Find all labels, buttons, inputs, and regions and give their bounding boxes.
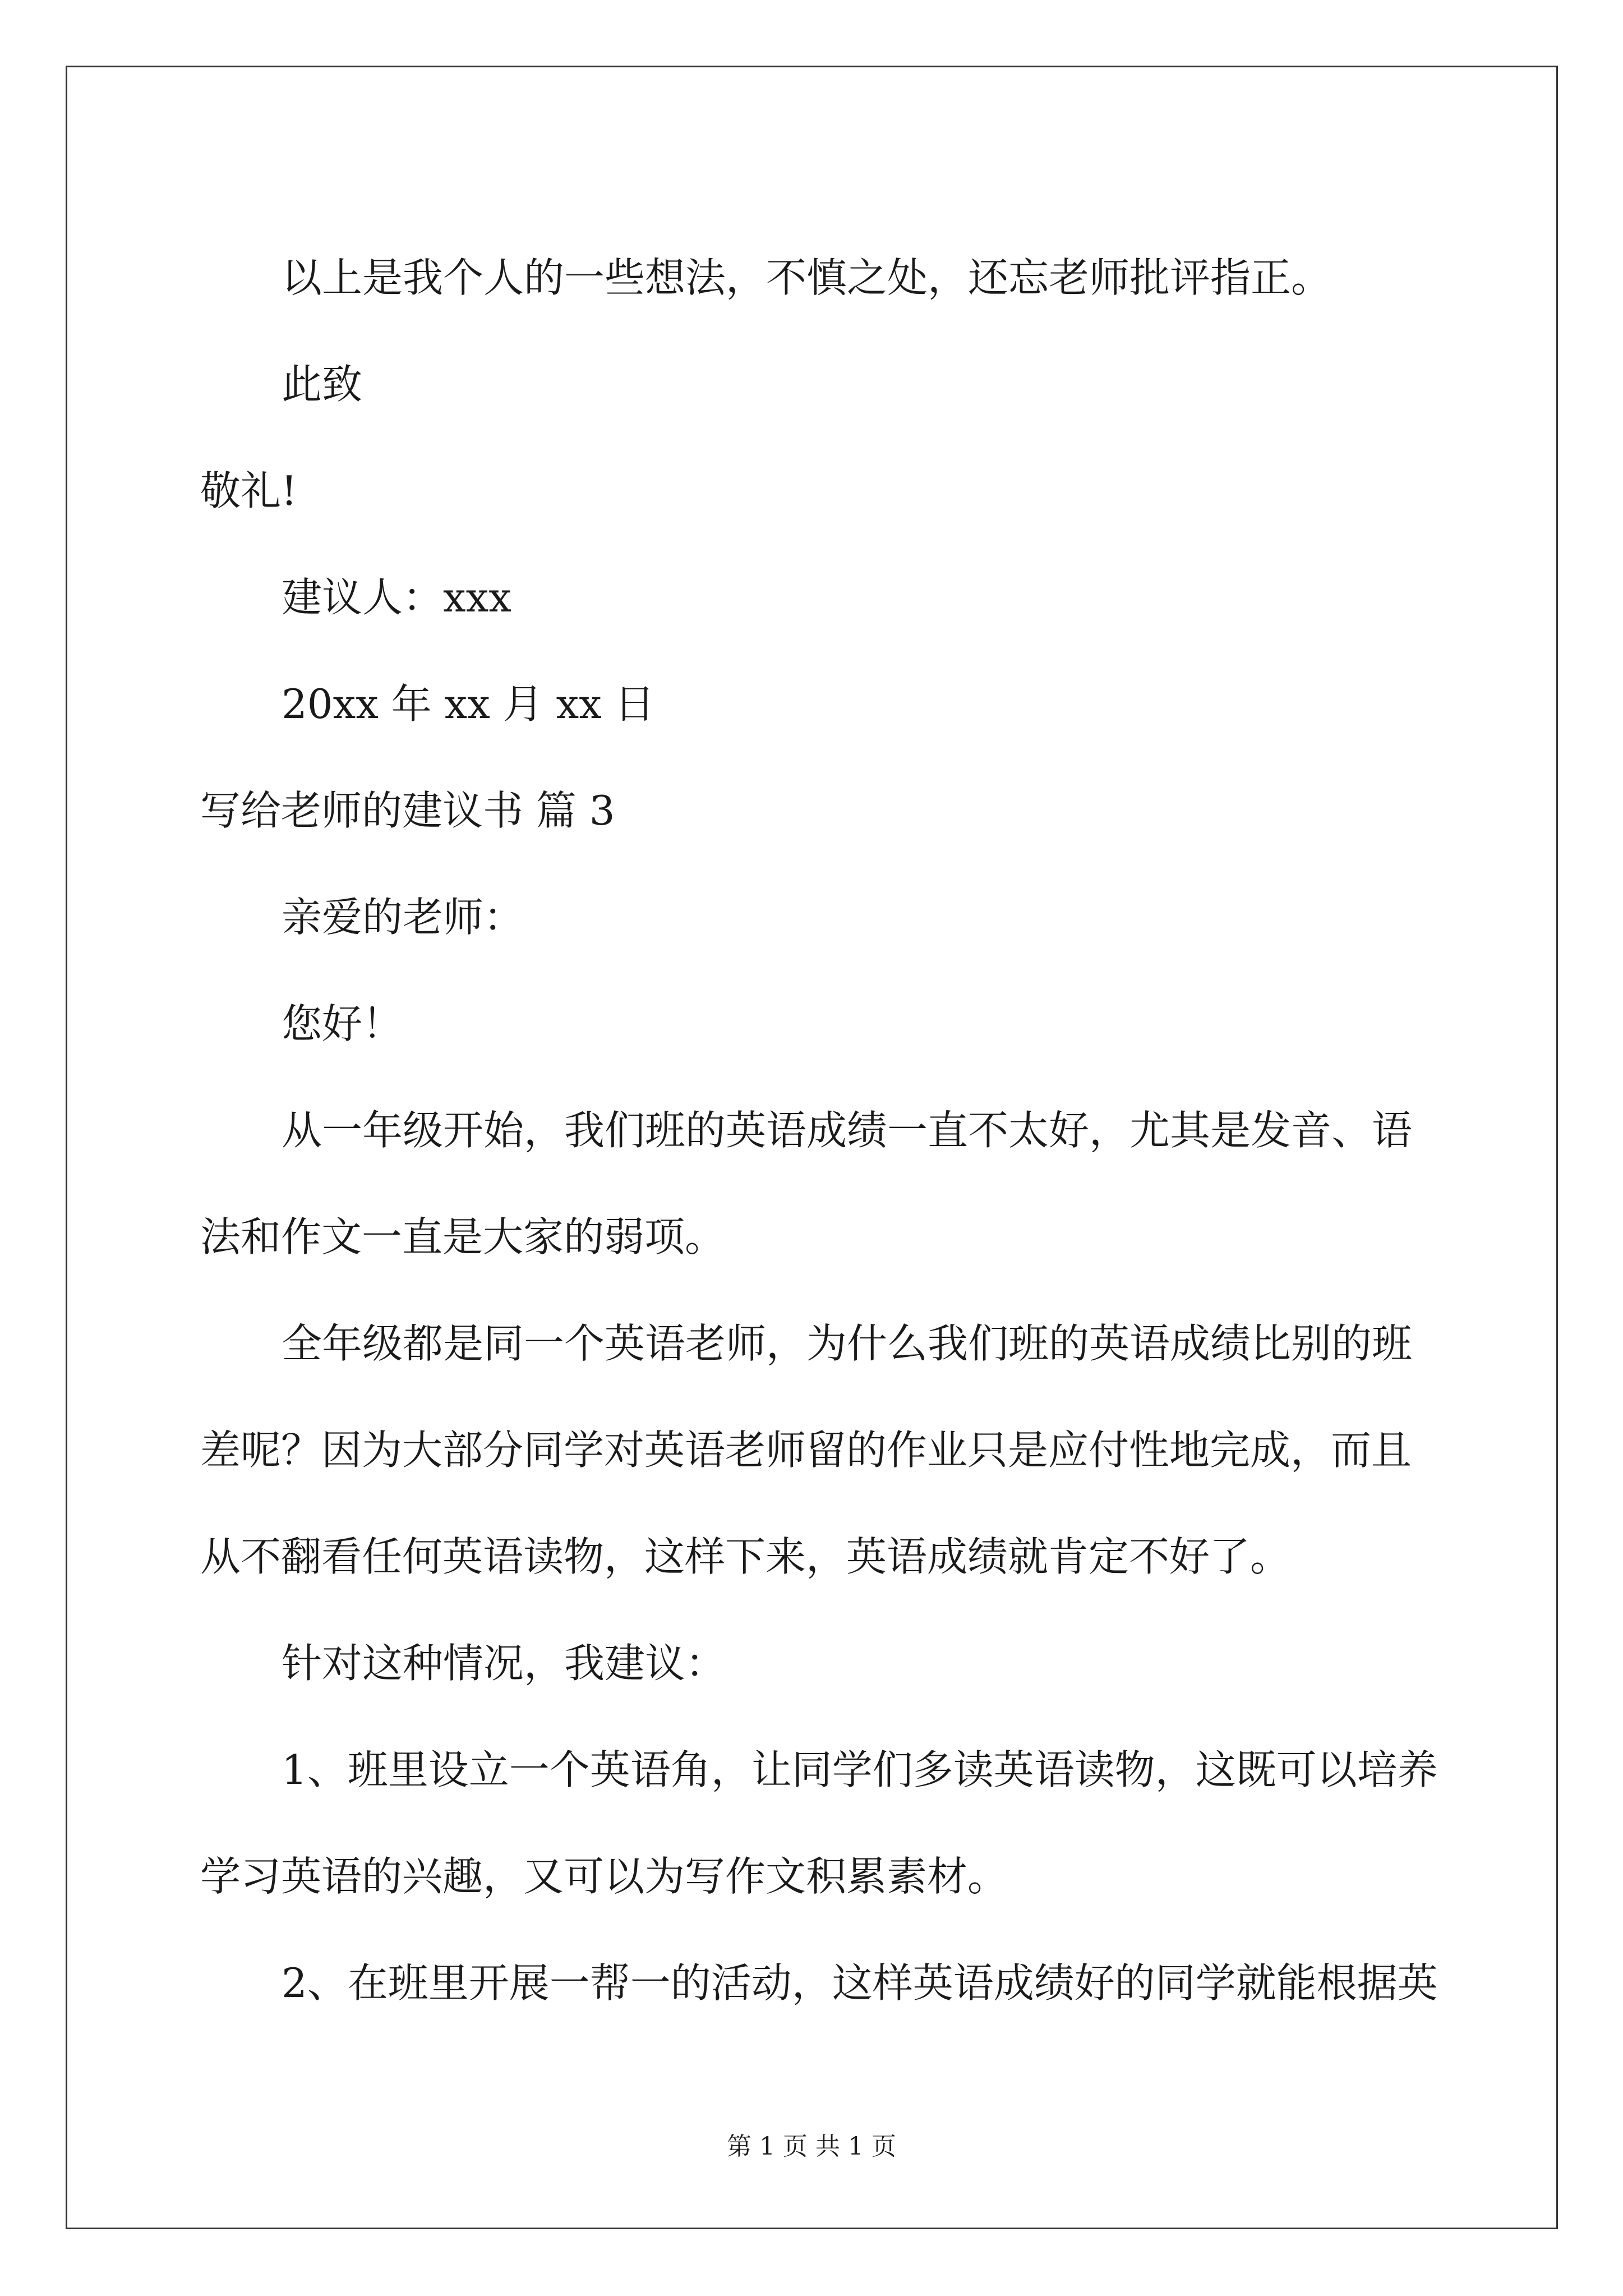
hello-line: 您好！ (282, 1000, 403, 1047)
date-line: 20xx 年 xx 月 xx 日 (282, 680, 655, 728)
salutation-closing: 此致 (282, 361, 363, 408)
suggestion-line: 2、在班里开展一帮一的活动，这样英语成绩好的同学就能根据英 (282, 1959, 1438, 2007)
paragraph-line: 全年级都是同一个英语老师，为什么我们班的英语成绩比别的班 (282, 1320, 1413, 1367)
suggestion-line: 学习英语的兴趣，又可以为写作文积累素材。 (200, 1853, 1008, 1900)
paragraph-line: 从一年级开始，我们班的英语成绩一直不太好，尤其是发音、语 (282, 1107, 1413, 1154)
signer-line: 建议人：xxx (282, 574, 511, 621)
page-footer: 第 1 页 共 1 页 (727, 2132, 896, 2161)
paragraph-line: 从不翻看任何英语读物，这样下来，英语成绩就肯定不好了。 (200, 1533, 1291, 1580)
closing-paragraph: 以上是我个人的一些想法，不慎之处，还忘老师批评指正。 (282, 254, 1332, 301)
respect-line: 敬礼! (200, 467, 297, 514)
suggestion-line: 1、班里设立一个英语角，让同学们多读英语读物，这既可以培养 (282, 1746, 1438, 1793)
paragraph-line: 针对这种情况，我建议： (282, 1640, 726, 1687)
paragraph-line: 法和作文一直是大家的弱项。 (200, 1213, 726, 1260)
section-heading: 写给老师的建议书 篇 3 (200, 787, 615, 834)
document-body (200, 224, 1438, 2036)
greeting-line: 亲爱的老师： (282, 894, 524, 941)
paragraph-line: 差呢？因为大部分同学对英语老师留的作业只是应付性地完成，而且 (200, 1427, 1412, 1474)
